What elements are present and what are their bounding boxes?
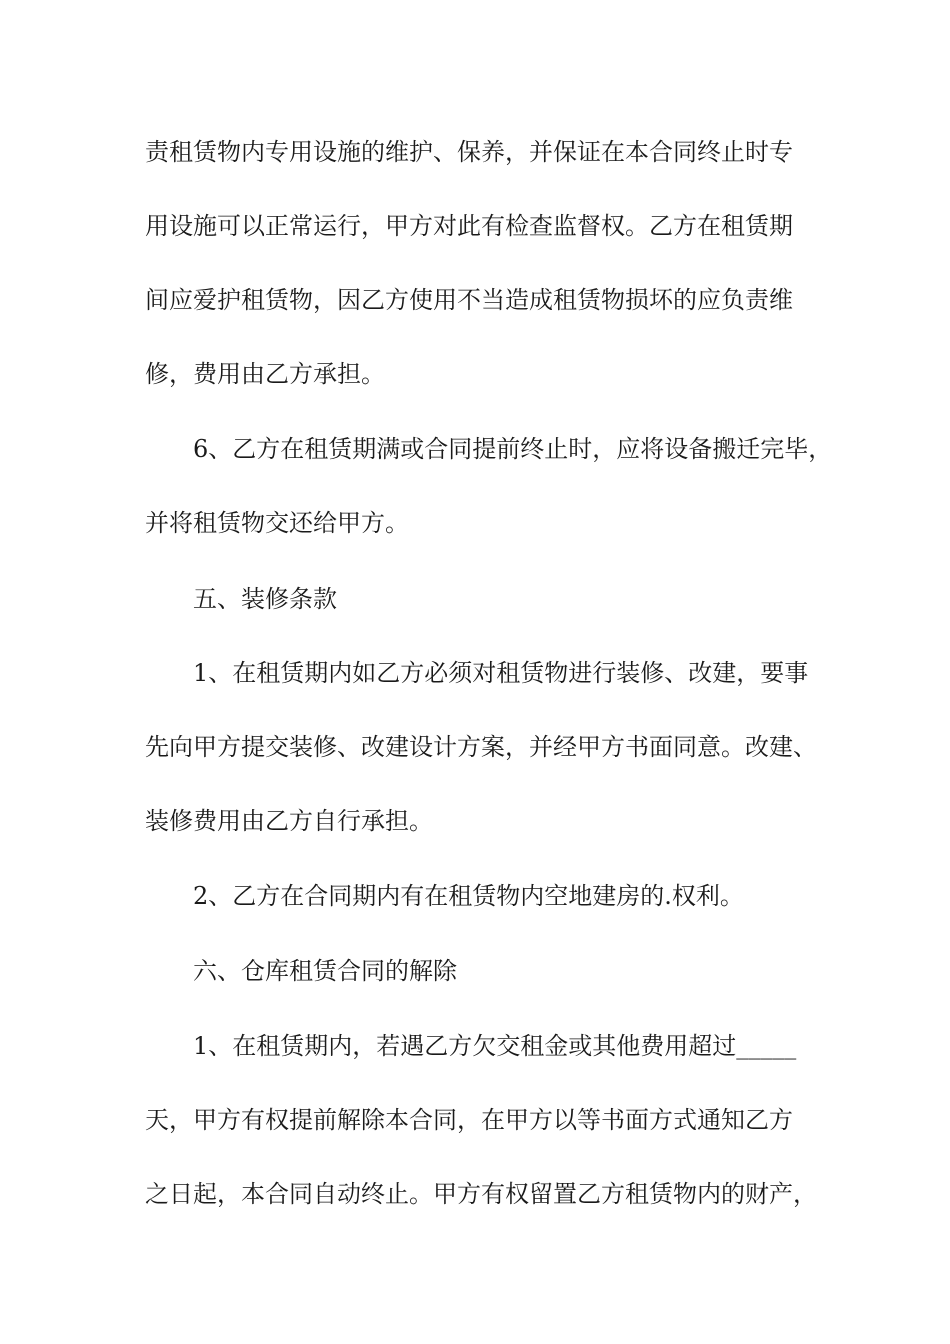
paragraph-line: 修，费用由乙方承担。	[145, 360, 385, 388]
paragraph-line: 责租赁物内专用设施的维护、保养，并保证在本合同终止时专	[145, 138, 793, 166]
paragraph-line: 2、乙方在合同期内有在租赁物内空地建房的.权利。	[193, 882, 744, 910]
paragraph-line: 1、在租赁期内，若遇乙方欠交租金或其他费用超过_____	[193, 1032, 797, 1060]
section-heading: 六、仓库租赁合同的解除	[193, 957, 457, 985]
paragraph-line: 天，甲方有权提前解除本合同，在甲方以等书面方式通知乙方	[145, 1106, 793, 1134]
paragraph-line: 6、乙方在租赁期满或合同提前终止时，应将设备搬迁完毕，	[193, 435, 833, 463]
paragraph-line: 先向甲方提交装修、改建设计方案，并经甲方书面同意。改建、	[145, 733, 817, 761]
paragraph-line: 1、在租赁期内如乙方必须对租赁物进行装修、改建，要事	[193, 659, 809, 687]
paragraph-line: 并将租赁物交还给甲方。	[145, 509, 409, 537]
paragraph-line: 装修费用由乙方自行承担。	[145, 807, 433, 835]
paragraph-line: 用设施可以正常运行，甲方对此有检查监督权。乙方在租赁期	[145, 212, 793, 240]
paragraph-line: 之日起，本合同自动终止。甲方有权留置乙方租赁物内的财产，	[145, 1180, 817, 1208]
section-heading: 五、装修条款	[193, 585, 337, 613]
paragraph-line: 间应爱护租赁物，因乙方使用不当造成租赁物损坏的应负责维	[145, 286, 793, 314]
